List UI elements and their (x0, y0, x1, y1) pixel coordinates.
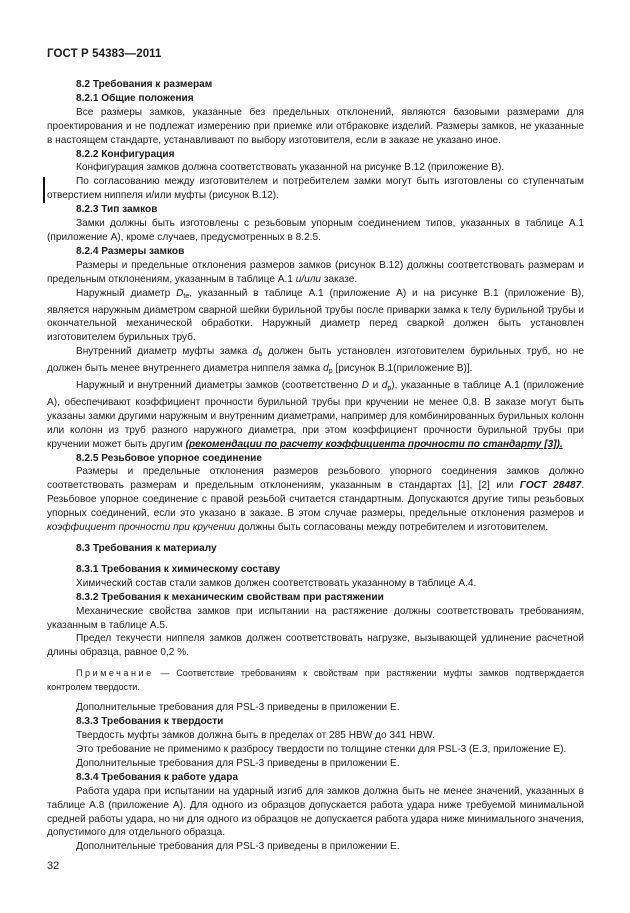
section-heading-8-2-5: 8.2.5 Резьбовое упорное соединение (76, 452, 262, 464)
note-text: — Соответствие требованиям к свойствам при растяжении муфты замков подтверждается контролем твердости. (47, 668, 584, 692)
math-symbol: d (323, 363, 329, 375)
section-heading-8-3-2: 8.3.2 Требования к механическим свойствам при растяжении (76, 591, 384, 603)
paragraph (47, 259, 584, 287)
paragraph: По согласованию между изготовителем и потребителем замки могут быть изготовлены со ступенчатым отверстием ниппеля и/или муфты (рисунок В.12). (47, 176, 584, 202)
math-symbol: d (252, 346, 259, 358)
text-run: и (369, 380, 382, 392)
math-symbol: D (361, 380, 370, 392)
section-heading-8-2-2: 8.2.2 Конфигурация (76, 148, 175, 160)
section-heading-8-2-4: 8.2.4 Размеры замков (76, 245, 185, 257)
paragraph (47, 465, 584, 535)
section-heading-8-2-3: 8.2.3 Тип замков (76, 204, 158, 216)
text-run: должен быть установлен изготовителем бурильных труб, но не должен быть менее внутреннего диаметра ниппеля замка (47, 346, 584, 375)
math-symbol: D (176, 287, 184, 299)
section-heading-8-2-1: 8.2.1 Общие положения (76, 92, 194, 104)
paragraph: Дополнительные требования для PSL-3 приведены в приложении Е. (76, 841, 400, 853)
paragraph: Замки должны быть изготовлены с резьбовым упорным соединением типов, указанных в таблице А.1 (приложение А), кроме случаев, предусмотренных в 8.2.5. (47, 218, 584, 243)
change-bar (43, 177, 45, 203)
text-run: Наружный и внутренний диаметры замков (соответственно (76, 380, 362, 392)
paragraph (47, 345, 584, 379)
standard-reference: ГОСТ 28487 (519, 480, 582, 492)
section-heading-8-3-1: 8.3.1 Требования к химическому составу (76, 563, 281, 575)
paragraph: Работа удара при испытании на ударный изгиб для замков должна быть не менее значений, указанных в таблице А.8 (приложение А). Для одного из образцов допускается работа удара ниже требуемой минимальной средней работы удара, но ни для одного из образцов не допускается работа удара ниже минимального значения, допустимого для отдельного образца. (47, 785, 584, 839)
paragraph: Механические свойства замков при испытании на растяжение должны соответствовать требованиям, указанным в таблице А.5. (47, 605, 584, 631)
text-run: Размеры и предельные отклонения размеров резьбового упорного соединения замков должно соответствовать размерам и предельным отклонениям, указанным в стандартах [1], [2] или (47, 466, 584, 492)
section-heading-8-3-4: 8.3.4 Требования к работе удара (76, 771, 239, 783)
document-header: ГОСТ Р 54383—2011 (47, 48, 162, 60)
paragraph (47, 287, 584, 346)
document-body (47, 78, 584, 854)
math-subscript: p (328, 368, 333, 376)
paragraph: Дополнительные требования для PSL-3 приведены в приложении Е. (76, 702, 400, 714)
paragraph: Химический состав стали замков должен соответствовать указанному в таблице А.4. (76, 577, 477, 589)
paragraph: Твердость муфты замков должна быть в пределах от 285 HBW до 341 HBW. (76, 730, 435, 742)
note-label: Примечание (76, 668, 154, 679)
paragraph: Это требование не применимо к разбросу твердости по толщине стенки для PSL-3 (Е.3, приложение Е). (76, 743, 567, 755)
paragraph: Предел текучести ниппеля замков должен соответствовать нагрузке, вызывающей удлинение расчетной длины образца, равное 0,2 %. (47, 633, 584, 659)
paragraph: Все размеры замков, указанные без предельных отклонений, являются базовыми размерами для проектирования и не подлежат измерению при приемке или отбраковке изделий. Размеры замков, не указанные в настоящем стандарте, устанавливают по выбору изготовителя, если в заказе не указано иное. (47, 106, 584, 146)
math-subscript: te (183, 292, 190, 300)
paragraph: Конфигурация замков должна соответствовать указанной на рисунке В.12 (приложение В). (76, 162, 505, 174)
text-run: . Резьбовое упорное соединение с правой резьбой считается стандартным. Допускаются другие типы резьбовых упорных соединений, если это указано в заказе. В этом случае размеры, предельные отклонения размеров и (47, 480, 585, 520)
reference-recommendation: (рекомендации по расчету коэффициента прочности по стандарту [3]). (185, 438, 563, 450)
page-number: 32 (47, 860, 60, 872)
math-subscript: p (387, 385, 392, 393)
paragraph: Дополнительные требования для PSL-3 приведены в приложении Е. (76, 757, 400, 769)
section-heading-8-3-3: 8.3.3 Требования к твердости (76, 716, 224, 728)
text-run: ), указанные в таблице А.1 (приложение А), обеспечивают коэффициент прочности бурильной трубы при кручении не менее 0,8. В заказе могут быть указаны замки другими наружным и внутренним диаметрами, например для комбинированных бурильных колонн или колонн из труб разного наружного диаметра, при этом коэффициент прочности бурильной трубы при кручении может быть другим (47, 380, 584, 450)
text-run: Размеры и предельные отклонения размеров замков (рисунок В.12) должны соответствовать размерам и предельным отклонениям, указанным в таблице А.1 (47, 259, 584, 285)
text-run: Наружный диаметр (76, 287, 177, 299)
text-run: заказе. (321, 273, 358, 285)
section-heading-8-3: 8.3 Требования к материалу (76, 543, 217, 554)
section-heading-8-2: 8.2 Требования к размерам (76, 79, 213, 90)
math-symbol: d (381, 380, 388, 392)
paragraph (47, 379, 584, 452)
text-run-italic: и/или (295, 273, 322, 285)
note (47, 667, 584, 694)
text-run: Внутренний диаметр муфты замка (76, 346, 253, 358)
math-subscript: b (258, 351, 263, 359)
text-run-italic: коэффициент прочности при кручении (47, 522, 236, 534)
text-run: должны быть согласованы между потребителем и изготовителем. (235, 522, 549, 534)
text-run: , указанный в таблице А.1 (приложение А) и на рисунке В.1 (приложение В), является наружным диаметром сварной шейки бурильной трубы после приварки замка к телу бурильной трубы и окончательной механической обработки. Наружный диаметр перед сваркой должен быть установлен изготовителем бурильных труб. (47, 287, 584, 344)
text-run: [рисунок В.1(приложение В)]. (332, 363, 473, 375)
